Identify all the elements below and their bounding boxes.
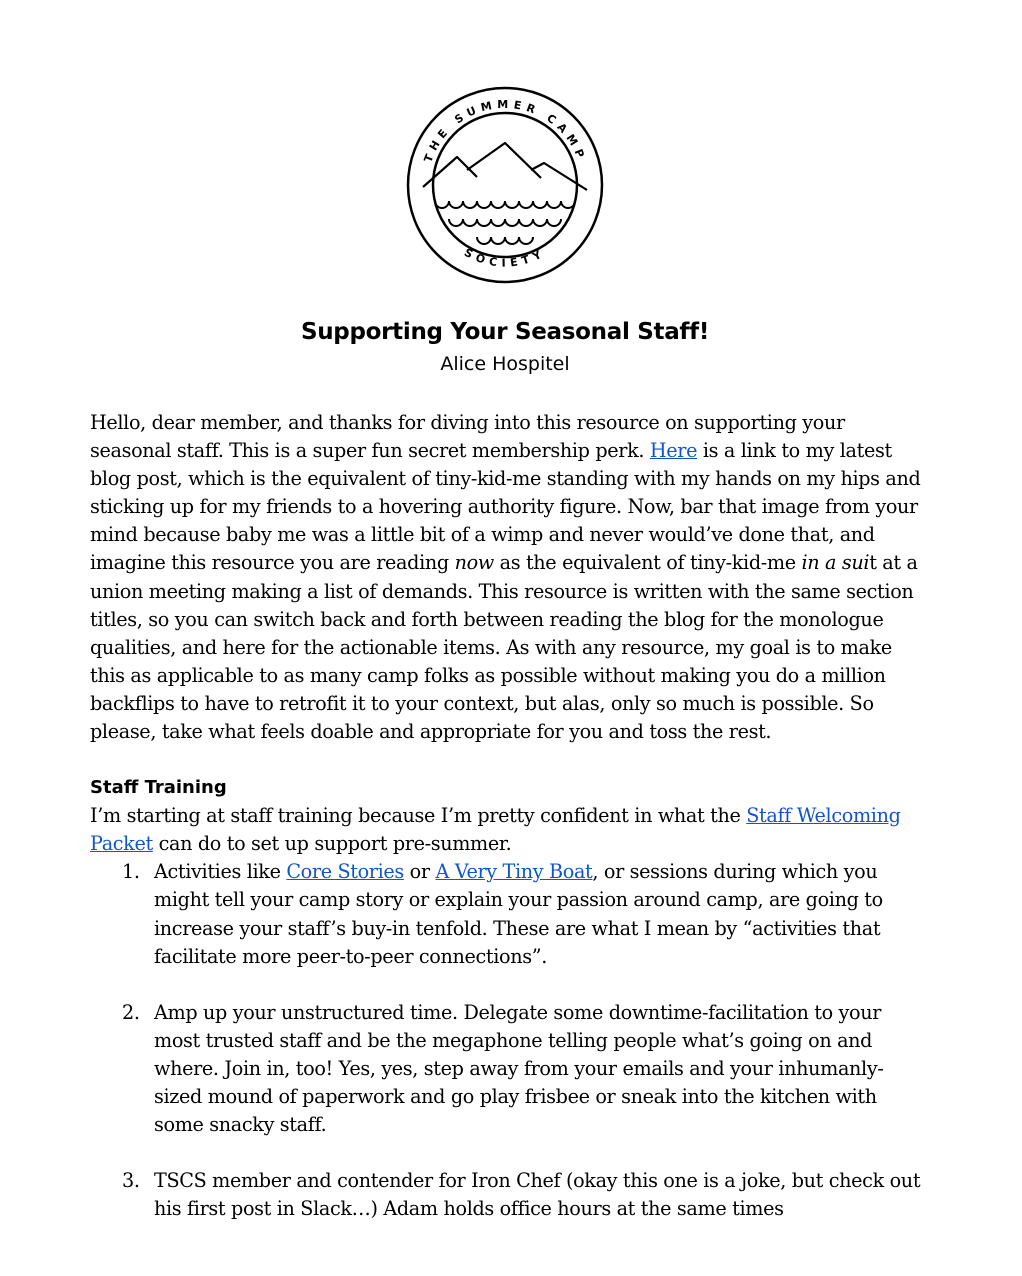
document-author: Alice Hospitel	[440, 353, 570, 375]
list-item-text-1: Activities like	[154, 860, 287, 884]
section-paragraph	[90, 802, 930, 858]
document-title: Supporting Your Seasonal Staff!	[300, 319, 710, 345]
list-item-text-3: , or sessions during which you might tell your camp story or explain your passion around camp, are going to increase your staff’s buy-in tenfold. These are what I mean by “activities that facilitate more peer-to-peer connections”.	[154, 860, 883, 968]
training-list	[90, 858, 930, 1223]
list-item-text-2: or	[403, 860, 436, 884]
intro-emphasis-now: now	[454, 551, 494, 575]
logo-bottom-text: SOCIETY	[461, 245, 549, 270]
summer-camp-society-logo	[405, 85, 605, 285]
list-number: 2.	[122, 1000, 140, 1024]
staff-welcoming-packet-link[interactable]: Staff Welcoming Packet	[90, 804, 901, 856]
list-item-text: Amp up your unstructured time. Delegate some downtime-facilitation to your most trusted staff and be the megaphone telling people what’s going on and where. Join in, too! Yes, yes, step away from your emails and your inhumanly-sized mound of paperwork and go play frisbee or sneak into the kitchen with some snacky staff.	[154, 1000, 884, 1137]
intro-paragraph	[90, 409, 930, 746]
blog-post-link[interactable]: Here	[649, 439, 698, 463]
a-very-tiny-boat-link[interactable]: A Very Tiny Boat	[435, 860, 593, 884]
list-item	[90, 858, 930, 970]
intro-emphasis-suit: in a sui	[801, 551, 870, 575]
document-body	[90, 409, 930, 1251]
list-item	[90, 1167, 930, 1223]
mountains-icon	[423, 143, 587, 190]
intro-text-4: t at a union meeting making a list of demands. This resource is written with the same section titles, so you can switch back and forth between reading the blog for the monologue qualities, and here for the actionable items. As with any resource, my goal is to make this as applicable to as many camp folks as possible without making you do a million backflips to have to retrofit it to your context, but alas, only so much is possible. So please, take what feels doable and appropriate for you and toss the rest.	[90, 551, 918, 744]
list-item-text: TSCS member and contender for Iron Chef (okay this one is a joke, but check out his first post in Slack…) Adam holds office hours at the same times	[154, 1169, 921, 1221]
intro-text-2: is a link to my latest blog post, which is the equivalent of tiny-kid-me standing with my hands on my hips and sticking up for my friends to a hovering authority figure. Now, bar that image from your mind because baby me was a little bit of a wimp and never would’ve done that, and imagine this resource you are reading	[90, 439, 921, 575]
section-heading: Staff Training	[90, 777, 227, 799]
intro-text-1: Hello, dear member, and thanks for diving into this resource on supporting your seasonal staff. This is a super fun secret membership perk.	[90, 411, 845, 463]
logo-top-text: THE SUMMER CAMP	[421, 97, 589, 165]
section-text-2: can do to set up support pre-summer.	[152, 832, 512, 856]
list-item	[90, 999, 930, 1139]
core-stories-link[interactable]: Core Stories	[286, 860, 404, 884]
list-number: 3.	[122, 1169, 140, 1193]
section-text-1: I’m starting at staff training because I’m pretty confident in what the	[90, 804, 747, 828]
list-number: 1.	[122, 860, 140, 884]
intro-text-3: as the equivalent of tiny-kid-me	[493, 551, 802, 575]
